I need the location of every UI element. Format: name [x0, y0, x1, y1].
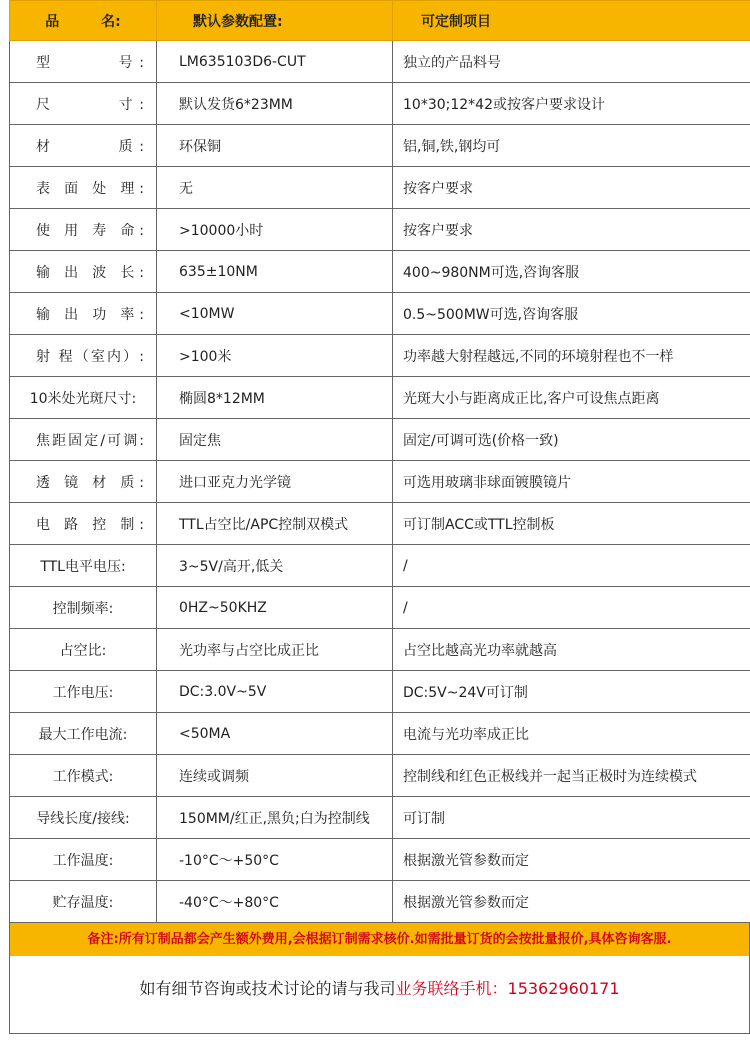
table-row — [10, 713, 750, 755]
table-row — [10, 251, 750, 293]
param-custom: 可订制ACC或TTL控制板 — [393, 503, 750, 545]
param-default: 无 — [157, 167, 393, 209]
param-custom: 400~980NM可选,咨询客服 — [393, 251, 750, 293]
param-custom: / — [393, 587, 750, 629]
param-default: <50MA — [157, 713, 393, 755]
table-row — [10, 671, 750, 713]
param-default: 3~5V/高开,低关 — [157, 545, 393, 587]
table-row — [10, 629, 750, 671]
param-custom: 光斑大小与距离成正比,客户可设焦点距离 — [393, 377, 750, 419]
table-row — [10, 83, 750, 125]
param-custom: 0.5~500MW可选,咨询客服 — [393, 293, 750, 335]
param-label: 工作电压: — [10, 671, 157, 713]
param-custom: 根据激光管参数而定 — [393, 839, 750, 881]
param-label: 占空比: — [10, 629, 157, 671]
param-label: 尺 寸: — [10, 83, 157, 125]
param-label: 贮存温度: — [10, 881, 157, 923]
param-default: 椭圆8*12MM — [157, 377, 393, 419]
param-label: 使 用 寿 命: — [10, 209, 157, 251]
param-label: 工作模式: — [10, 755, 157, 797]
param-label: 表 面 处 理: — [10, 167, 157, 209]
param-default: -10°C～+50°C — [157, 839, 393, 881]
param-label: 输 出 功 率: — [10, 293, 157, 335]
param-custom: 按客户要求 — [393, 209, 750, 251]
contact-line — [9, 956, 750, 1034]
table-row — [10, 503, 750, 545]
table-row — [10, 41, 750, 83]
table-row — [10, 293, 750, 335]
param-custom: 可订制 — [393, 797, 750, 839]
table-row — [10, 209, 750, 251]
note-banner: 备注:所有订制品都会产生额外费用,会根据订制需求核价.如需批量订货的会按批量报价,具体咨询客服. — [9, 923, 750, 956]
param-label: 工作温度: — [10, 839, 157, 881]
param-label: 透 镜 材 质: — [10, 461, 157, 503]
param-default: 635±10NM — [157, 251, 393, 293]
contact-prefix: 如有细节咨询或技术讨论的请与我司 — [139, 979, 396, 998]
param-custom: 铝,铜,铁,钢均可 — [393, 125, 750, 167]
param-custom: 10*30;12*42或按客户要求设计 — [393, 83, 750, 125]
param-default: >100米 — [157, 335, 393, 377]
header-default: 默认参数配置: — [157, 1, 393, 41]
param-default: <10MW — [157, 293, 393, 335]
param-label: 控制频率: — [10, 587, 157, 629]
param-label: 焦距固定/可调: — [10, 419, 157, 461]
param-custom: 固定/可调可选(价格一致) — [393, 419, 750, 461]
param-label: 最大工作电流: — [10, 713, 157, 755]
table-row — [10, 335, 750, 377]
param-label: 射 程（室内）: — [10, 335, 157, 377]
param-default: -40°C～+80°C — [157, 881, 393, 923]
param-default: 进口亚克力光学镜 — [157, 461, 393, 503]
table-row — [10, 755, 750, 797]
param-default: TTL占空比/APC控制双模式 — [157, 503, 393, 545]
table-row — [10, 839, 750, 881]
table-row — [10, 881, 750, 923]
param-label: 型 号: — [10, 41, 157, 83]
spec-table — [9, 0, 750, 923]
param-default: 默认发货6*23MM — [157, 83, 393, 125]
param-label: 10米处光斑尺寸: — [10, 377, 157, 419]
param-default: DC:3.0V~5V — [157, 671, 393, 713]
table-row — [10, 125, 750, 167]
table-row — [10, 419, 750, 461]
param-default: 环保铜 — [157, 125, 393, 167]
param-label: 材 质: — [10, 125, 157, 167]
table-row — [10, 587, 750, 629]
param-custom: / — [393, 545, 750, 587]
table-row — [10, 377, 750, 419]
param-custom: 电流与光功率成正比 — [393, 713, 750, 755]
table-row — [10, 545, 750, 587]
table-header-row — [10, 1, 750, 41]
param-custom: 占空比越高光功率就越高 — [393, 629, 750, 671]
param-default: 连续或调频 — [157, 755, 393, 797]
param-label: 电 路 控 制: — [10, 503, 157, 545]
header-name: 品 名: — [10, 1, 157, 41]
table-row — [10, 167, 750, 209]
param-custom: 根据激光管参数而定 — [393, 881, 750, 923]
param-default: 固定焦 — [157, 419, 393, 461]
param-default: >10000小时 — [157, 209, 393, 251]
param-default: 150MM/红正,黑负;白为控制线 — [157, 797, 393, 839]
param-custom: 独立的产品料号 — [393, 41, 750, 83]
header-custom: 可定制项目 — [393, 1, 750, 41]
table-row — [10, 461, 750, 503]
param-label: 导线长度/接线: — [10, 797, 157, 839]
param-default: 光功率与占空比成正比 — [157, 629, 393, 671]
param-custom: 可选用玻璃非球面镀膜镜片 — [393, 461, 750, 503]
param-custom: 控制线和红色正极线并一起当正极时为连续模式 — [393, 755, 750, 797]
param-custom: 按客户要求 — [393, 167, 750, 209]
param-label: 输 出 波 长: — [10, 251, 157, 293]
param-custom: DC:5V~24V可订制 — [393, 671, 750, 713]
param-default: 0HZ~50KHZ — [157, 587, 393, 629]
param-label: TTL电平电压: — [10, 545, 157, 587]
param-default: LM635103D6-CUT — [157, 41, 393, 83]
param-custom: 功率越大射程越远,不同的环境射程也不一样 — [393, 335, 750, 377]
contact-phone: 业务联络手机：15362960171 — [395, 979, 620, 998]
table-row — [10, 797, 750, 839]
